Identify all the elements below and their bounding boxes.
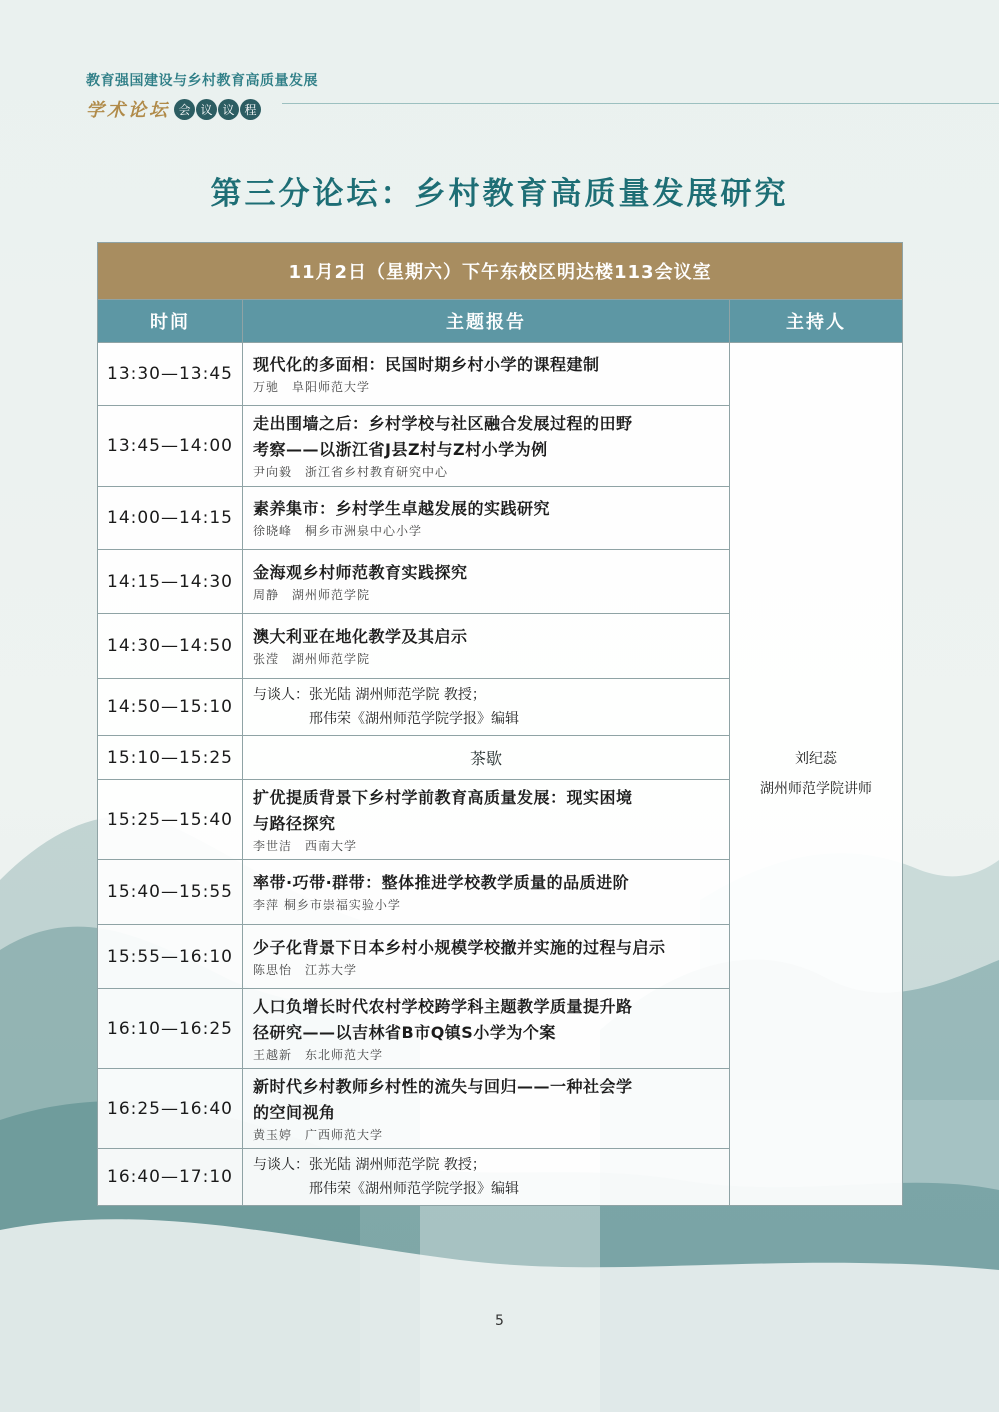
badge-yi: 议 <box>196 99 217 120</box>
time-cell: 15:40—15:55 <box>98 860 243 925</box>
time-cell: 13:45—14:00 <box>98 406 243 487</box>
time-cell: 13:30—13:45 <box>98 343 243 406</box>
agenda-badges <box>174 99 262 120</box>
topic-cell <box>243 614 730 679</box>
topic-cell <box>243 550 730 614</box>
time-cell: 15:55—16:10 <box>98 925 243 989</box>
time-cell: 14:50—15:10 <box>98 679 243 736</box>
badge-cheng: 程 <box>240 99 261 120</box>
speaker: 黄玉婷 广西师范大学 <box>253 1127 384 1142</box>
topic-cell <box>243 406 730 487</box>
report-title-line: 考察——以浙江省J县Z村与Z村小学为例 <box>253 440 548 459</box>
schedule-table <box>97 242 903 1206</box>
topic-cell <box>243 925 730 989</box>
discussant-line: 邢伟荣《湖州师范学院学报》编辑 <box>309 1181 519 1197</box>
tea-break: 茶歇 <box>243 736 730 780</box>
col-time: 时间 <box>98 300 243 343</box>
col-topic: 主题报告 <box>243 300 730 343</box>
badge-yi-2: 议 <box>218 99 239 120</box>
speaker: 李萍 桐乡市崇福实验小学 <box>253 898 401 912</box>
speaker: 王越新 东北师范大学 <box>253 1047 384 1062</box>
header-divider <box>282 103 999 104</box>
speaker: 李世洁 西南大学 <box>253 838 358 853</box>
speaker: 陈思怡 江苏大学 <box>253 962 358 977</box>
time-cell: 14:15—14:30 <box>98 550 243 614</box>
report-title: 率带·巧带·群带：整体推进学校教学质量的品质进阶 <box>253 873 630 892</box>
topic-cell <box>243 860 730 925</box>
topic-cell <box>243 989 730 1069</box>
host-cell <box>730 343 903 1206</box>
table-row <box>98 343 903 406</box>
topic-cell <box>243 1069 730 1149</box>
report-title-line: 与路径探究 <box>253 813 336 833</box>
time-cell: 15:25—15:40 <box>98 780 243 860</box>
badge-hui: 会 <box>174 99 195 120</box>
session-header: 11月2日（星期六）下午东校区明达楼113会议室 <box>98 243 903 300</box>
report-title-line: 扩优提质背景下乡村学前教育高质量发展：现实困境 <box>253 787 633 807</box>
time-cell: 16:25—16:40 <box>98 1069 243 1149</box>
topic-cell <box>243 487 730 550</box>
time-cell: 14:00—14:15 <box>98 487 243 550</box>
time-cell: 16:10—16:25 <box>98 989 243 1069</box>
time-cell: 14:30—14:50 <box>98 614 243 679</box>
report-title-line: 人口负增长时代农村学校跨学科主题教学质量提升路 <box>253 996 633 1016</box>
topic-cell <box>243 1149 730 1206</box>
discussant-line: 与谈人：张光陆 湖州师范学院 教授； <box>253 1157 486 1173</box>
forum-label: 学术论坛 <box>86 100 170 121</box>
report-title: 素养集市：乡村学生卓越发展的实践研究 <box>253 499 551 518</box>
report-title: 金海观乡村师范教育实践探究 <box>253 562 468 582</box>
time-cell: 15:10—15:25 <box>98 736 243 780</box>
speaker: 万驰 阜阳师范大学 <box>253 380 371 394</box>
discussant-line: 邢伟荣《湖州师范学院学报》编辑 <box>309 711 519 727</box>
report-title-line: 的空间视角 <box>253 1102 336 1122</box>
topic-cell <box>243 343 730 406</box>
topic-cell <box>243 679 730 736</box>
report-title-line: 径研究——以吉林省B市Q镇S小学为个案 <box>253 1022 556 1042</box>
report-title: 澳大利亚在地化教学及其启示 <box>253 627 468 646</box>
topic-cell <box>243 780 730 860</box>
col-host: 主持人 <box>730 300 903 343</box>
report-title: 现代化的多面相：民国时期乡村小学的课程建制 <box>253 355 600 374</box>
report-title-line: 走出围墙之后：乡村学校与社区融合发展过程的田野 <box>253 414 633 433</box>
discussant-line: 与谈人：张光陆 湖州师范学院 教授； <box>253 687 486 703</box>
host-affiliation: 湖州师范学院讲师 <box>760 781 873 797</box>
speaker: 张滢 湖州师范学院 <box>253 652 371 666</box>
host-name: 刘纪蕊 <box>795 751 838 767</box>
header-subtitle: 教育强国建设与乡村教育高质量发展 <box>86 73 318 89</box>
time-cell: 16:40—17:10 <box>98 1149 243 1206</box>
speaker: 徐晓峰 桐乡市洲泉中心小学 <box>253 524 423 538</box>
report-title: 少子化背景下日本乡村小规模学校撤并实施的过程与启示 <box>253 937 666 957</box>
page-number: 5 <box>495 1313 504 1329</box>
speaker: 尹向毅 浙江省乡村教育研究中心 <box>253 465 449 479</box>
header <box>86 70 318 122</box>
speaker: 周静 湖州师范学院 <box>253 587 371 602</box>
report-title-line: 新时代乡村教师乡村性的流失与回归——一种社会学 <box>253 1076 633 1096</box>
page-title: 第三分论坛：乡村教育高质量发展研究 <box>210 176 789 212</box>
